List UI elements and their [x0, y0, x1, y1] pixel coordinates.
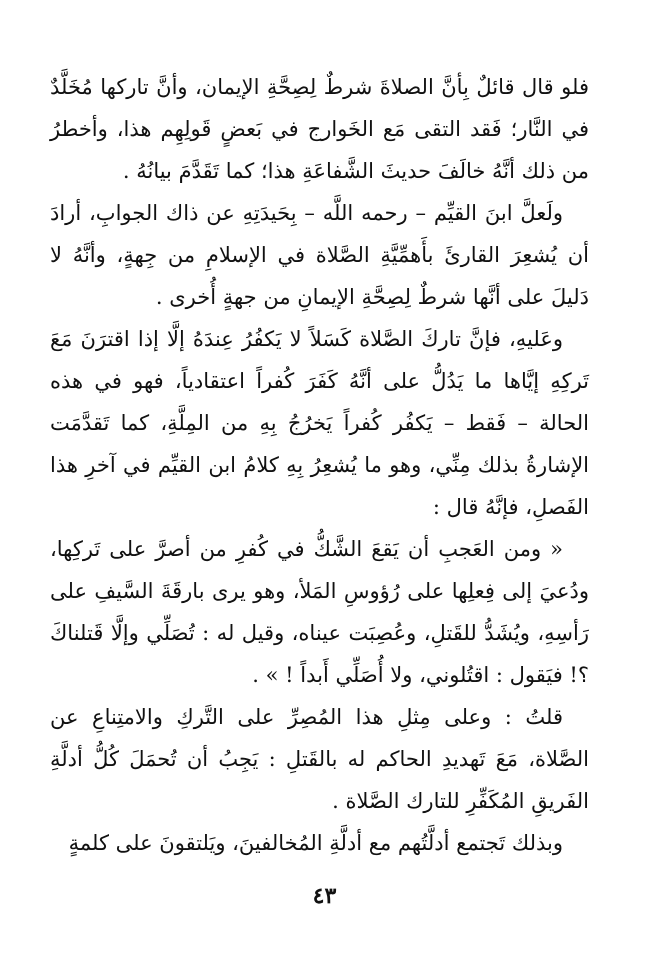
paragraph-5: قلتُ : وعلى مِثلِ هذا المُصِرِّ على التَّركِ والامتِناعِ عن الصَّلاة، مَعَ تَهديدِ الحاكم له بالقَتلِ : يَجِبُ أن تُحمَلَ كُلُّ أدلَّةِ الفَريقِ المُكَفِّرِ للتارك الصَّلاة .: [50, 705, 589, 813]
paragraph-1: فلو قال قائلٌ بِأنَّ الصلاةَ شرطٌ لِصِحَّةِ الإيمان، وأنَّ تاركها مُخَلَّدٌ في النَّار؛ فَقد التقى مَع الخَوارج في بَعضٍ قَولِهِم هذا، وأخطرُ من ذلك أنَّهُ خالَفَ حديثَ الشَّفاعَةِ هذا؛ كما تَقَدَّمَ بيانُهُ .: [50, 75, 589, 183]
paragraph-2: ولَعلَّ ابنَ القيِّم – رحمه اللَّه – بِحَيدَتِهِ عن ذاك الجوابِ، أرادَ أن يُشعِرَ القارئَ بأَهمِّيَّةِ الصَّلاة في الإسلامِ من جِهةٍ، وأنَّهُ لا دَليلَ على أنَّها شرطٌ لِصِحَّةِ الإيمانِ من جهةٍ أُخرى .: [50, 201, 589, 309]
page-number: ٤٣: [312, 883, 337, 909]
paragraph-3: وعَليهِ، فإنَّ تاركَ الصَّلاة كَسَلاً لا يَكفُرُ عِندَهُ إلَّا إذا اقترَنَ مَعَ تَركِهِ إيَّاها ما يَدُلُّ على أنَّهُ كَفَرَ كُفراً اعتقادياً، فهو في هذه الحالة – فَقط – يَكفُر كُفراً يَخرُجُ بِهِ من المِلَّةِ، كما تَقدَّمَت الإشارةُ بذلك مِنِّي، وهو ما يُشعِرُ بِهِ كلامُ ابن القيِّم في آخرِ هذا الفَصلِ، فإنَّهُ قال :: [50, 327, 589, 519]
paragraph-6: وبذلك تَجتمع أدلَّتُهم مع أدلَّةِ المُخالفينَ، ويَلتقونَ على كلمةٍ: [68, 831, 563, 855]
quote-paragraph: « ومن العَجبِ أن يَقعَ الشَّكُّ في كُفرِ من أصرَّ على تَركِها، ودُعيَ إلى فِعلِها على رُؤوسِ المَلأ، وهو يرى بارقَةَ السَّيفِ على رَأسِهِ، ويُشَدُّ للقَتلِ، وعُصِبَت عيناه، وقيل له : تُصَلِّي وإلَّا قَتلناكَ ؟! فيَقول : اقتُلوني، ولا أُصَلِّي أَبداً ! » .: [50, 537, 589, 687]
body-text: [50, 66, 589, 864]
